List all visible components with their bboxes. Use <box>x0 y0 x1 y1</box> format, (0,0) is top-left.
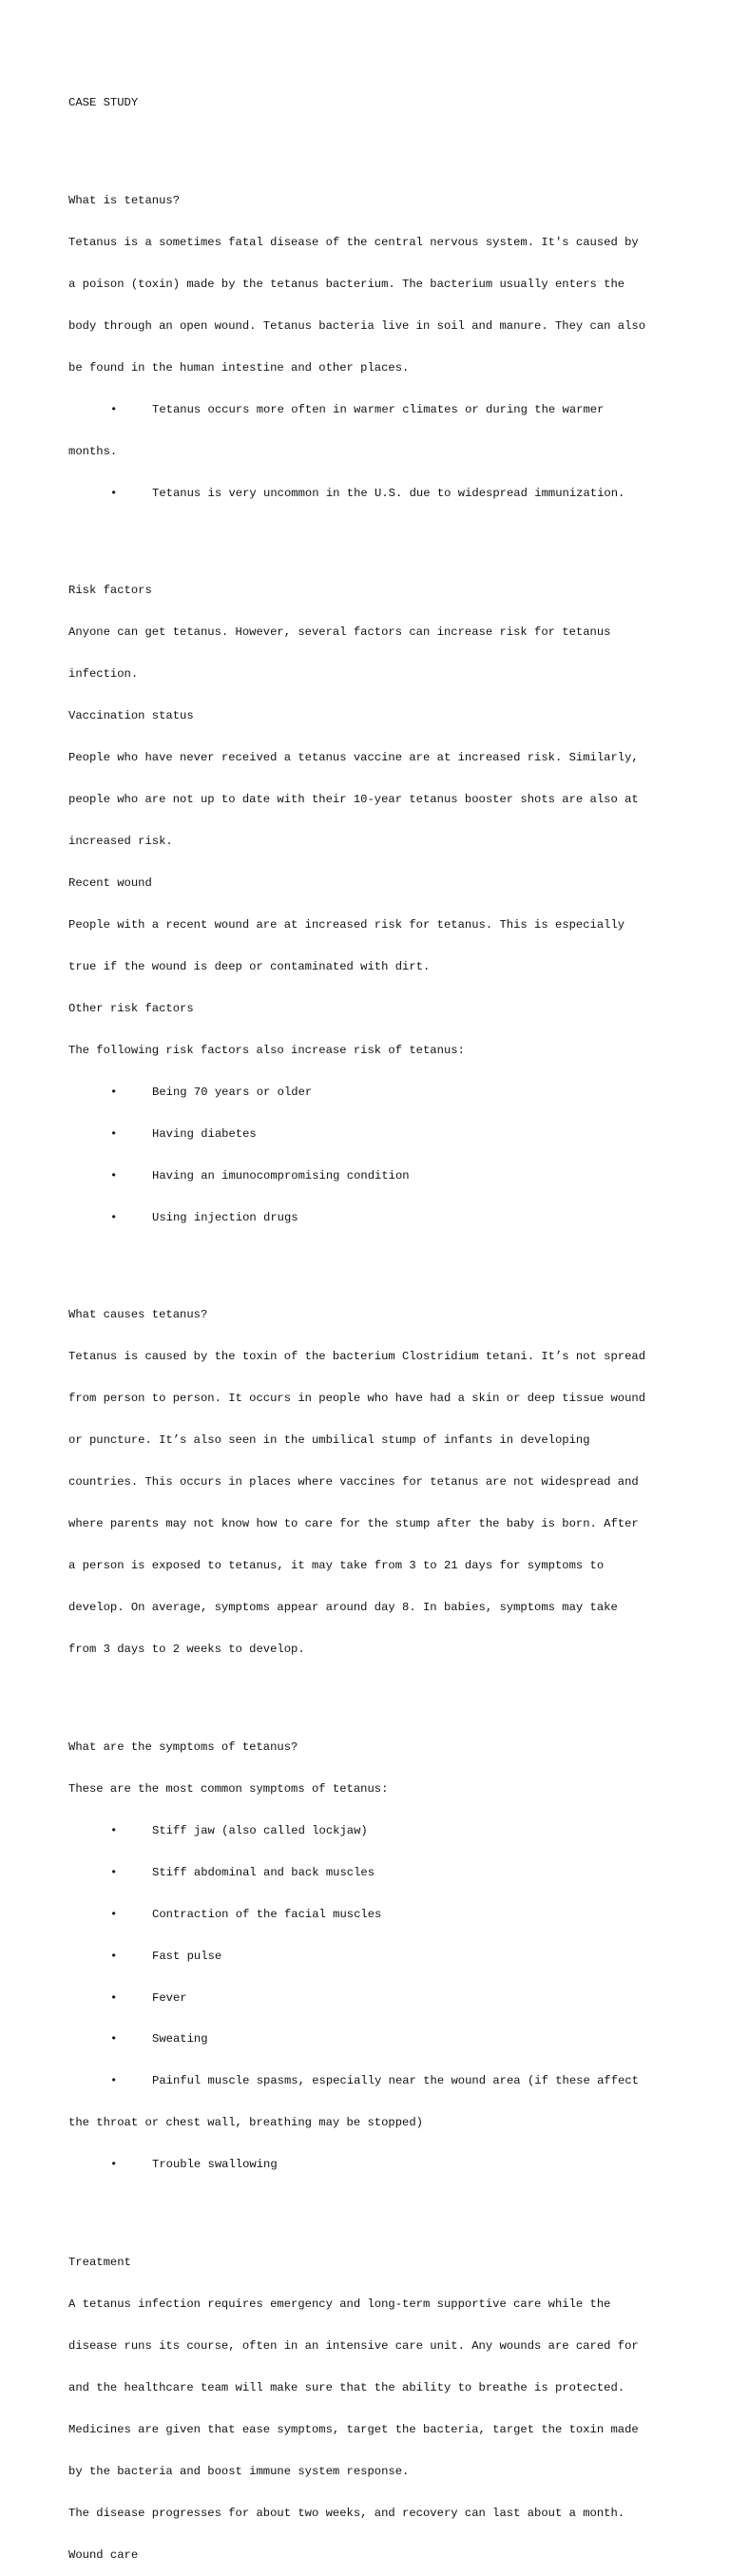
paragraph-line: People with a recent wound are at increased risk for tetanus. This is especially <box>68 918 625 932</box>
bullet-icon: • <box>110 402 118 416</box>
subheading: Recent wound <box>68 876 152 891</box>
paragraph-line: People who have never received a tetanus vaccine are at increased risk. Similarly, <box>68 751 639 765</box>
paragraph-line: people who are not up to date with their 10-year tetanus booster shots are also at <box>68 793 639 807</box>
paragraph-line: from 3 days to 2 weeks to develop. <box>68 1643 305 1657</box>
paragraph-line: months. <box>68 444 118 458</box>
paragraph-line: be found in the human intestine and other places. <box>68 360 410 375</box>
paragraph-line: Tetanus is caused by the toxin of the bacterium Clostridium tetani. It’s not spread <box>68 1350 646 1364</box>
list-item: • Painful muscle spasms, especially near the wound area (if these affect <box>68 2074 677 2088</box>
list-item: • Sweating <box>68 2032 677 2047</box>
bullet-icon: • <box>110 1907 118 1921</box>
list-item: • Using injection drugs <box>68 1211 677 1225</box>
paragraph-line: The following risk factors also increase risk of tetanus: <box>68 1043 465 1057</box>
bullet-icon: • <box>110 1210 118 1224</box>
paragraph-line: infection. <box>68 667 139 682</box>
section-heading: Treatment <box>68 2255 131 2269</box>
paragraph-line: a person is exposed to tetanus, it may take from 3 to 21 days for symptoms to <box>68 1559 605 1573</box>
list-item: • Having an imunocompromising condition <box>68 1169 677 1183</box>
list-item: • Being 70 years or older <box>68 1086 677 1100</box>
paragraph-line: or puncture. It’s also seen in the umbilical stump of infants in developing <box>68 1433 590 1448</box>
list-item: • Having diabetes <box>68 1127 677 1142</box>
paragraph-line: A tetanus infection requires emergency and long-term supportive care while the <box>68 2297 611 2311</box>
subheading: Wound care <box>68 2547 139 2562</box>
paragraph-line: increased risk. <box>68 835 173 849</box>
paragraph-line: where parents may not know how to care for the stump after the baby is born. After <box>68 1517 639 1531</box>
subheading: Other risk factors <box>68 1001 194 1015</box>
document-body <box>68 68 677 2576</box>
bullet-icon: • <box>110 1823 118 1837</box>
paragraph-line: develop. On average, symptoms appear around day 8. In babies, symptoms may take <box>68 1601 618 1615</box>
bullet-icon: • <box>110 2032 118 2047</box>
paragraph-line: by the bacteria and boost immune system response. <box>68 2464 410 2478</box>
bullet-icon: • <box>110 1949 118 1963</box>
paragraph-line: Medicines are given that ease symptoms, target the bacteria, target the toxin made <box>68 2422 639 2436</box>
paragraph-line: disease runs its course, often in an intensive care unit. Any wounds are cared for <box>68 2338 639 2353</box>
section-heading: Risk factors <box>68 584 152 598</box>
bullet-icon: • <box>110 1865 118 1879</box>
paragraph-line: true if the wound is deep or contaminated with dirt. <box>68 959 431 973</box>
paragraph-line: a poison (toxin) made by the tetanus bacterium. The bacterium usually enters the <box>68 277 625 291</box>
list-item: • Fast pulse <box>68 1950 677 1964</box>
section-heading: What is tetanus? <box>68 193 181 207</box>
section-heading: What causes tetanus? <box>68 1308 208 1322</box>
list-item: • Stiff abdominal and back muscles <box>68 1866 677 1880</box>
list-item: • Contraction of the facial muscles <box>68 1908 677 1922</box>
section-heading: What are the symptoms of tetanus? <box>68 1740 298 1754</box>
paragraph-line: Anyone can get tetanus. However, several factors can increase risk for tetanus <box>68 625 611 640</box>
paragraph-line: the throat or chest wall, breathing may be stopped) <box>68 2116 423 2130</box>
bullet-icon: • <box>110 1168 118 1182</box>
paragraph-line: and the healthcare team will make sure that the ability to breathe is protected. <box>68 2380 625 2394</box>
bullet-icon: • <box>110 486 118 500</box>
list-item: • Tetanus is very uncommon in the U.S. due to widespread immunization. <box>68 487 677 501</box>
bullet-icon: • <box>110 1126 118 1141</box>
subheading: Vaccination status <box>68 709 194 723</box>
list-item: • Stiff jaw (also called lockjaw) <box>68 1824 677 1838</box>
paragraph-line: These are the most common symptoms of tetanus: <box>68 1781 389 1796</box>
bullet-icon: • <box>110 2074 118 2088</box>
paragraph-line: from person to person. It occurs in people who have had a skin or deep tissue wound <box>68 1392 646 1406</box>
paragraph-line: The disease progresses for about two weeks, and recovery can last about a month. <box>68 2506 625 2520</box>
document-title: CASE STUDY <box>68 96 139 110</box>
bullet-icon: • <box>110 1990 118 2005</box>
paragraph-line: countries. This occurs in places where vaccines for tetanus are not widespread and <box>68 1475 639 1490</box>
bullet-icon: • <box>110 2158 118 2172</box>
list-item: • Tetanus occurs more often in warmer climates or during the warmer <box>68 403 677 417</box>
paragraph-line: Tetanus is a sometimes fatal disease of the central nervous system. It's caused by <box>68 235 639 249</box>
list-item: • Fever <box>68 1991 677 2006</box>
bullet-icon: • <box>110 1085 118 1099</box>
paragraph-line: body through an open wound. Tetanus bacteria live in soil and manure. They can also <box>68 318 646 333</box>
list-item: • Trouble swallowing <box>68 2158 677 2172</box>
